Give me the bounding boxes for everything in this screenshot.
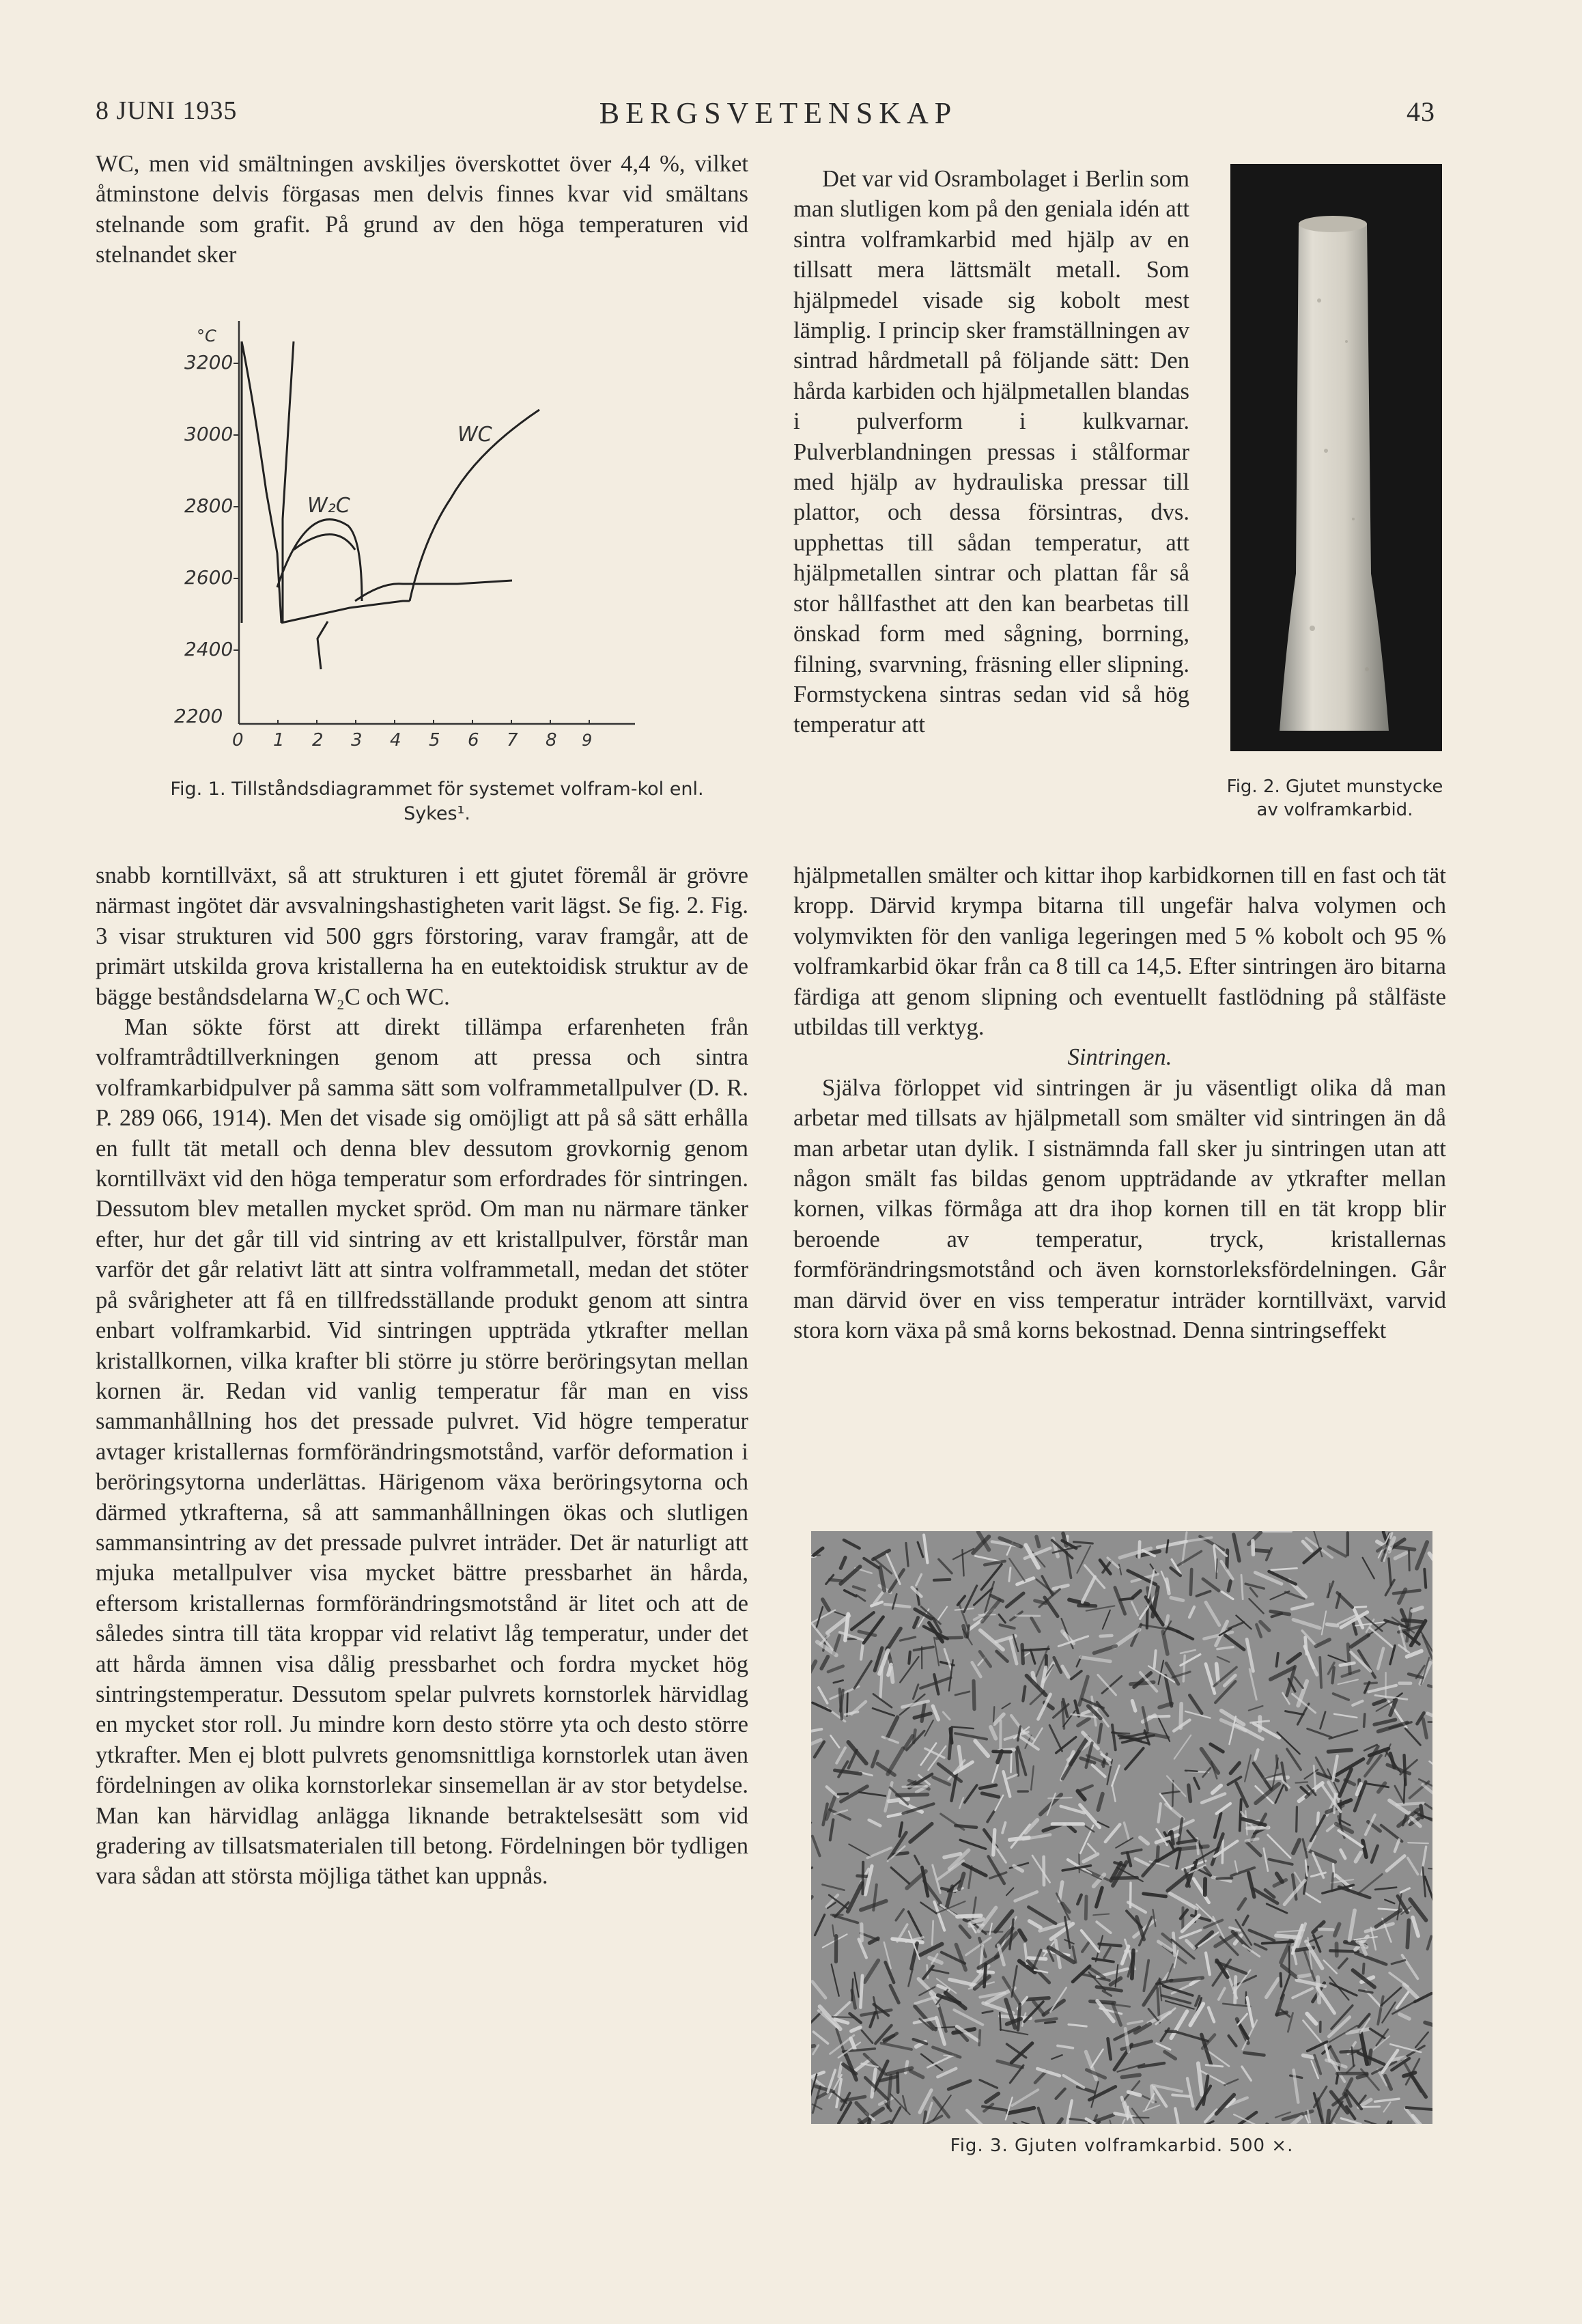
micrograph-photo [811, 1531, 1432, 2124]
left-paragraph-2: Man sökte först att direkt tillämpa erfarenheten från volframtrådtillverkningen genom att pressa och sintra volframkarbidpulver på samma sätt som volframmetallpulver (D. R. P. 289 066, 1914). Men det visade sig omöjligt att på så sätt erhålla en fullt tät metall och denna blev dessutom grovkornig genom korntillväxt vid den höga temperatur som erfordrades för sintringen. Dessutom blev metallen mycket spröd. Om man nu närmare tänker efter, hur det går till vid sintring av ett kristallpulver, förstår man varför det går relativt lätt att sintra volframmetall, medan det stöter på svårigheter att få en tillfredsställande produkt genom att sintra enbart volframkarbid. Vid sintringen uppträda ytkrafter mellan kristallkornen, vilka krafter bli större ju större beröringsytan mellan kornen är. Redan vid vanlig temperatur får man en viss sammanhållning hos det pressade pulvret. Vid högre temperatur avtager kristallernas formförändringsmotstånd, varför deformation i beröringsytorna underlättas. Härigenom växa beröringsytorna och därmed ytkrafterna, så att sammanhållningen ökas och slutligen sammansintring av det pressade pulvret inträder. Det är naturligt att mjuka metallpulver visa mycket bättre pressbarhet än hårda, eftersom kristallernas formförändringsmotstånd är litet och att de således sintra till täta kroppar vid relativt låg temperatur, under det att hårda ämnen visa dålig pressbarhet och fordra mycket hög sintringstemperatur. Dessutom spelar pulvrets kornstorlek härvidlag en mycket stor roll. Ju mindre korn desto större yta och desto större ytkrafter. Men ej blott pulvrets genomsnittliga kornstorlek utan även fördelningen av olika kornstorlekar sinsemellan är av stor betydelse. Man kan härvidlag anlägga liknande betraktelsesätt som vid gradering av tillsatsmaterialen till betong. Fördelningen bör tydligen vara sådan att största möjliga täthet kan uppnås. [96, 1014, 748, 1890]
x-tick-label: 5 [429, 730, 440, 751]
left-intro-paragraph: WC, men vid smältningen avskiljes överskottet över 4,4 %, vilket åtminstone delvis förgasas men delvis finnes kvar vid smältans stelnande som grafit. På grund av den höga temperaturen vid stelnandet sker [96, 151, 748, 268]
y-tick-label: 3200 [184, 351, 234, 374]
header-page-number: 43 [1407, 96, 1435, 127]
right-continuation-paragraph: hjälpmetallen smälter och kittar ihop karbidkornen till en fast och tät kropp. Därvid krympa bitarna till ungefär halva volymen och volymvikten för den vanliga legeringen med 5 % kobolt och 95 % volframkarbid ökar från ca 8 till ca 14,5. Efter sintringen äro bitarna färdiga att genom slipning och eventuellt fastlödning på stålfäste utbildas till verktyg. [793, 863, 1446, 1041]
x-tick-label: 3 [351, 730, 363, 751]
phase-label-wc: WC [457, 423, 492, 447]
right-intro-paragraph: Det var vid Osrambolaget i Berlin som man slutligen kom på den geniala idén att sintra volframkarbid med hjälp av en tillsatt mera lättsmält metall. Som hjälpmedel visade sig kobolt mest lämplig. I princip sker framställningen av sintrad hårdmetall på följande sätt: Den hårda karbiden och hjälpmetallen blandas i pulverform i kulkvarnar. Pulverblandningen pressas i stålformar med hjälp av hydrauliska pressar till plattor, och dessa försintras, dvs. upphettas till sådan temperatur, att hjälpmetallen sintrar och plattan får så stor hållfasthet att den kan bearbetas till önskad form med sågning, borrning, filning, svarvning, fräsning eller slipning. Formstyckena sintras sedan vid så hög temperatur att [793, 166, 1189, 738]
sintringen-paragraph: Själva förloppet vid sintringen är ju väsentligt olika då man arbetar med tillsats av hjälpmetall som smälter vid sintringen än då man arbetar utan dylik. I sistnämnda fall sker ju sintringen utan att någon smält fas bildas genom uppträdande av ytkrafter mellan kornen, vilkas förmåga att dra ihop kornen till en tät kropp blir beroende av temperatur, tryck, kristallernas formförändringsmotstånd och även kornstorleksfördelningen. Går man därvid över en viss temperatur inträder korntillväxt, varvid stora korn växa på små korns bekostnad. Denna sintringseffekt [793, 1074, 1446, 1344]
x-tick-label: 7 [507, 730, 518, 751]
x-tick-label: 4 [390, 730, 401, 751]
x-tick-label: 9 [582, 731, 593, 750]
left-paragraph-1: snabb korntillväxt, så att strukturen i ett gjutet föremål är grövre närmast ingötet där avsvalningshastigheten varit lägst. Se fig. 2. Fig. 3 visar strukturen vid 500 ggrs förstoring, varav framgår, att de primärt utskilda grova kristallerna ha en eutektoidisk struktur av de bägge beståndsdelarna W₂C och WC. [96, 863, 748, 1010]
x-tick-label: 1 [273, 730, 285, 751]
figure-1-caption: Fig. 1. Tillståndsdiagrammet för systemet volfram-kol enl. Sykes¹. [170, 779, 704, 824]
section-title-sintringen: Sintringen. [1067, 1044, 1172, 1071]
x-tick-label: 0 [232, 730, 244, 751]
left-column-body [96, 860, 748, 1892]
y-tick-label: 3000 [184, 423, 234, 445]
nozzle-photo-svg [1230, 164, 1442, 751]
y-tick-label: 2400 [184, 638, 234, 660]
y-tick-label: 2800 [184, 494, 234, 517]
left-column-intro [96, 149, 748, 270]
y-tick-label: 2600 [184, 566, 234, 589]
phase-diagram-figure [157, 314, 676, 751]
y-tick-label: 2200 [174, 705, 223, 727]
right-column-body [793, 860, 1446, 1346]
figure-3-caption: Fig. 3. Gjuten volframkarbid. 500 ×. [950, 2136, 1294, 2156]
micrograph-svg [811, 1531, 1432, 2124]
x-tick-label: 8 [546, 730, 557, 751]
nozzle-photo [1230, 164, 1442, 751]
phase-diagram-svg [157, 314, 676, 751]
header-journal-title: BERGSVETENSKAP [599, 96, 958, 130]
phase-label-w2c: W₂C [307, 494, 350, 518]
y-unit-label: °C [197, 326, 216, 346]
right-column-intro [793, 164, 1189, 740]
figure-2-caption: Fig. 2. Gjutet munstycke av volframkarbid. [1226, 776, 1443, 820]
header-date: 8 JUNI 1935 [96, 96, 238, 125]
x-tick-label: 6 [468, 730, 479, 751]
x-tick-label: 2 [312, 730, 324, 751]
